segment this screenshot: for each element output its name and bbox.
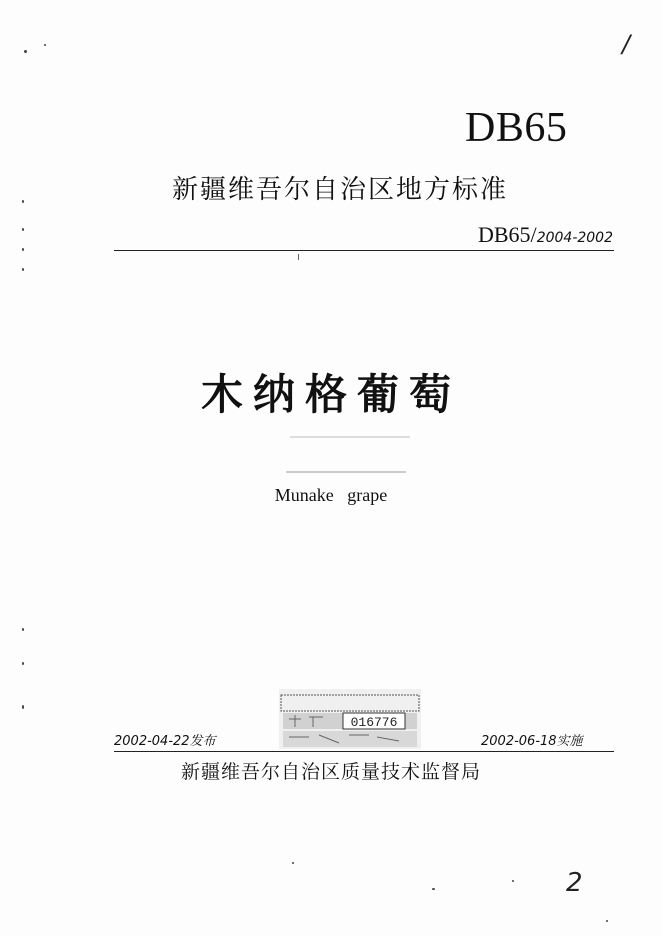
standard-number-handwritten: 2004-2002 [536,230,613,246]
scan-speck [292,862,294,864]
standard-category: 新疆维吾尔自治区地方标准 [172,175,509,205]
title-chinese: 木纳格葡萄 [200,370,461,419]
standard-code: DB65 [465,105,568,151]
title-underline-faint [286,471,406,473]
issuing-authority: 新疆维吾尔自治区质量技术监督局 [180,761,481,783]
header-divider [114,250,614,251]
scan-speck [512,880,514,882]
standard-number-printed: DB65/ [478,222,537,247]
archive-stamp-number: 016776 [350,715,398,730]
scan-speck [24,50,27,53]
footer-divider [114,751,614,752]
divider-tick [298,254,299,260]
standard-number [478,222,613,248]
title-english: Munake grape [274,485,388,505]
handwritten-page-mark: / [622,30,631,58]
scan-speck [22,705,24,709]
scan-speck [22,200,24,203]
scan-speck [432,888,435,890]
implement-date: 2002-06-18实施 [481,734,583,749]
scan-speck [22,268,24,271]
scan-speck [22,628,24,631]
archive-stamp [279,689,421,749]
issue-date: 2002-04-22发布 [114,734,216,749]
scan-speck [22,228,24,231]
scan-speck [22,662,24,665]
archive-stamp-graphic [279,689,421,749]
scan-speck [44,44,46,46]
handwritten-bottom-mark: 2 [566,868,583,898]
scan-speck [22,248,24,251]
title-bleed-line [290,436,410,438]
scan-speck [606,920,608,922]
